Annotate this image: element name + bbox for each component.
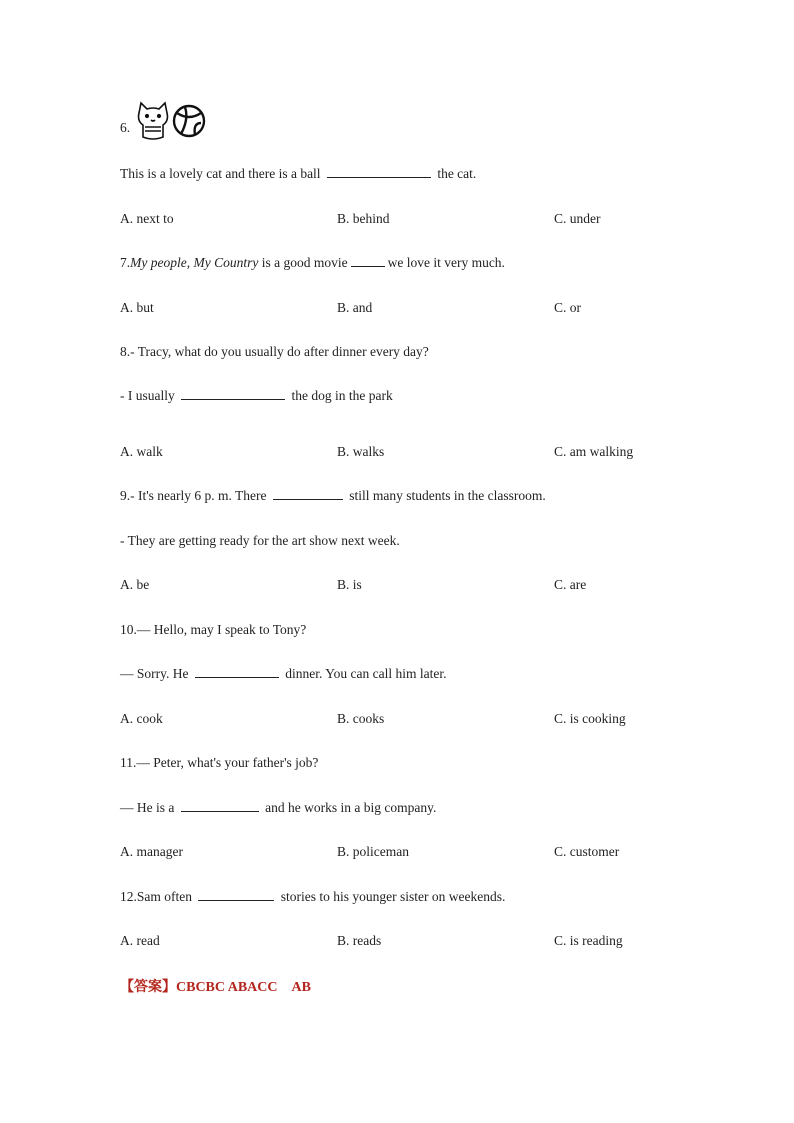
q12-blank [198, 890, 274, 901]
q9-option-a: A. be [120, 577, 150, 592]
q7-option-b: B. and [337, 300, 373, 315]
answer-key: 【答案】CBCBC ABACC AB [120, 980, 311, 995]
q7-movie-title: My people, My Country [130, 255, 259, 270]
q11-option-a: A. manager [120, 844, 183, 859]
q12-question-after: stories to his younger sister on weekends. [280, 889, 506, 904]
q8-response-before: - I usually [120, 388, 175, 403]
q9-blank [273, 489, 343, 500]
q6-number: 6. [120, 120, 131, 135]
q6-stem-after: the cat. [437, 166, 477, 181]
q10-option-b: B. cooks [337, 711, 385, 726]
q11-blank [181, 801, 259, 812]
q6-stem-before: This is a lovely cat and there is a ball [120, 166, 321, 181]
q6-stem [120, 166, 476, 182]
q8-question: 8.- Tracy, what do you usually do after dinner every day? [120, 344, 429, 359]
q7-blank [351, 256, 385, 267]
q12-question [120, 889, 505, 905]
ball-icon [174, 106, 204, 136]
q9-question [120, 488, 546, 504]
q10-option-a: A. cook [120, 711, 163, 726]
q7-number: 7. [120, 255, 131, 270]
q10-blank [195, 667, 279, 678]
q6-option-b: B. behind [337, 211, 390, 226]
q8-response [120, 388, 393, 404]
q6-blank [327, 167, 431, 178]
q9-option-c: C. are [554, 577, 587, 592]
q9-question-before: 9.- It's nearly 6 p. m. There [120, 488, 267, 503]
q11-option-c: C. customer [554, 844, 620, 859]
q8-blank [181, 389, 285, 400]
q11-response [120, 800, 436, 816]
q7-option-a: A. but [120, 300, 154, 315]
q11-option-b: B. policeman [337, 844, 409, 859]
q7-stem-after: we love it very much. [387, 255, 505, 270]
q7-option-c: C. or [554, 300, 581, 315]
q10-question: 10.— Hello, may I speak to Tony? [120, 622, 307, 637]
cat-and-ball-picture [133, 99, 207, 143]
q10-option-c: C. is cooking [554, 711, 626, 726]
q12-option-a: A. read [120, 933, 160, 948]
q10-response [120, 666, 446, 682]
cat-icon [139, 103, 168, 139]
q6-option-a: A. next to [120, 211, 174, 226]
q11-question: 11.— Peter, what's your father's job? [120, 755, 319, 770]
q9-response: - They are getting ready for the art show next week. [120, 533, 400, 548]
q8-response-after: the dog in the park [291, 388, 393, 403]
q12-option-c: C. is reading [554, 933, 623, 948]
q8-option-a: A. walk [120, 444, 163, 459]
q8-option-b: B. walks [337, 444, 385, 459]
q7-stem [120, 255, 505, 271]
q12-question-before: 12.Sam often [120, 889, 192, 904]
q7-stem-mid: is a good movie [261, 255, 348, 270]
q8-option-c: C. am walking [554, 444, 634, 459]
q10-response-before: — Sorry. He [120, 666, 189, 681]
q11-response-before: — He is a [120, 800, 175, 815]
q12-option-b: B. reads [337, 933, 382, 948]
q9-question-after: still many students in the classroom. [349, 488, 546, 503]
q10-response-after: dinner. You can call him later. [285, 666, 447, 681]
q11-response-after: and he works in a big company. [265, 800, 437, 815]
q6-option-c: C. under [554, 211, 601, 226]
q9-option-b: B. is [337, 577, 362, 592]
